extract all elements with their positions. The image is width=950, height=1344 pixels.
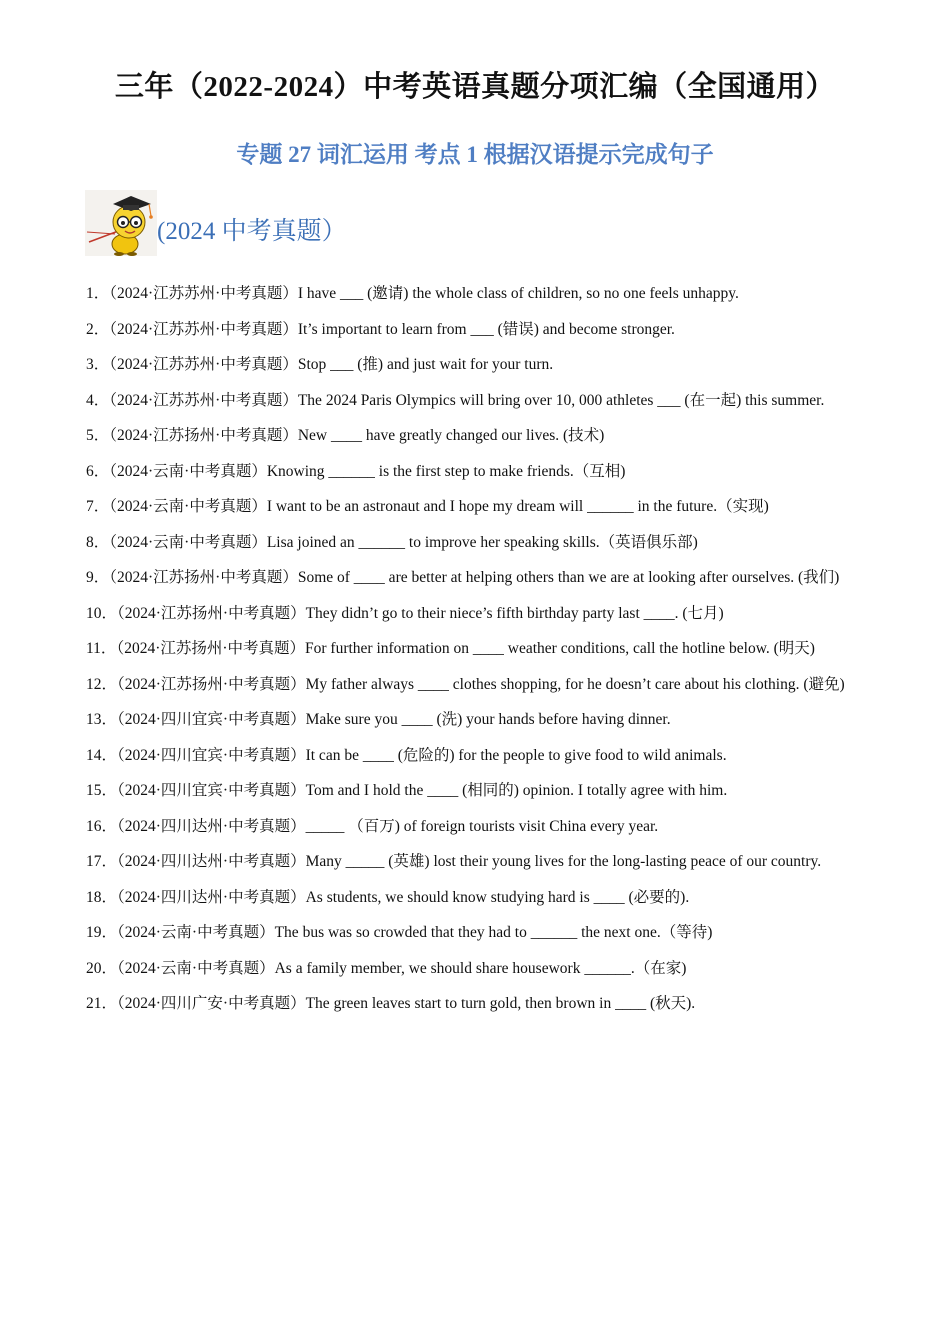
question-number: 20． bbox=[86, 959, 118, 977]
question-number: 5． bbox=[86, 427, 110, 444]
question-number: 17． bbox=[86, 853, 118, 870]
question-source: （2024·江苏苏州·中考真题） bbox=[109, 356, 298, 373]
question-text: It can be ____ (危险的) for the people to give food to wild animals. bbox=[305, 746, 727, 764]
question-number: 11． bbox=[86, 640, 117, 657]
question-text: I have ___ (邀请) the whole class of children, so no one feels unhappy. bbox=[297, 285, 739, 302]
question-text: They didn’t go to their niece’s fifth birthday party last ____. (七月) bbox=[305, 604, 724, 622]
question-source: （2024·四川达州·中考真题） bbox=[117, 853, 306, 870]
question-item bbox=[86, 880, 866, 916]
question-item bbox=[86, 631, 866, 667]
question-source: （2024·四川广安·中考真题） bbox=[117, 995, 306, 1012]
question-number: 2． bbox=[86, 320, 110, 338]
question-source: （2024·四川达州·中考真题） bbox=[117, 817, 306, 835]
question-text: Many _____ (英雄) lost their young lives for the long-lasting peace of our country. bbox=[305, 853, 822, 870]
section-label: (2024 中考真题） bbox=[157, 218, 347, 245]
question-number: 6． bbox=[86, 462, 110, 480]
question-item bbox=[86, 951, 866, 987]
question-number: 7． bbox=[86, 498, 110, 515]
question-item bbox=[86, 702, 866, 738]
question-item bbox=[86, 525, 866, 561]
question-source: （2024·云南·中考真题） bbox=[109, 533, 267, 551]
question-item bbox=[86, 773, 866, 809]
question-number: 13． bbox=[86, 711, 118, 728]
question-item bbox=[86, 915, 866, 951]
question-source: （2024·江苏扬州·中考真题） bbox=[117, 604, 306, 622]
question-text: My father always ____ clothes shopping, for he doesn’t care about his clothing. (避免) bbox=[305, 675, 845, 693]
question-text: For further information on ____ weather conditions, call the hotline below. (明天) bbox=[305, 640, 815, 657]
question-item bbox=[86, 809, 866, 845]
question-number: 19． bbox=[86, 924, 118, 941]
question-text: Make sure you ____ (洗) your hands before having dinner. bbox=[305, 711, 671, 728]
question-item bbox=[86, 347, 866, 383]
question-text: As a family member, we should share housework ______.（在家) bbox=[274, 959, 687, 977]
question-text: I want to be an astronaut and I hope my dream will ______ in the future.（实现) bbox=[266, 498, 769, 515]
question-item bbox=[86, 596, 866, 632]
question-source: （2024·江苏苏州·中考真题） bbox=[109, 320, 298, 338]
document-subtitle: 专题 27 词汇运用 考点 1 根据汉语提示完成句子 bbox=[236, 142, 714, 167]
question-item bbox=[86, 383, 866, 419]
question-source: （2024·云南·中考真题） bbox=[109, 462, 267, 480]
question-number: 1． bbox=[86, 285, 110, 302]
question-source: （2024·四川宜宾·中考真题） bbox=[117, 782, 306, 799]
question-number: 8． bbox=[86, 533, 110, 551]
question-item bbox=[86, 560, 866, 596]
question-source: （2024·江苏扬州·中考真题） bbox=[109, 569, 298, 586]
question-number: 4． bbox=[86, 391, 110, 409]
question-source: （2024·江苏扬州·中考真题） bbox=[116, 640, 306, 657]
mascot-scholar-icon bbox=[85, 190, 157, 256]
question-item bbox=[86, 667, 866, 703]
question-source: （2024·江苏扬州·中考真题） bbox=[109, 427, 298, 444]
question-text: Stop ___ (推) and just wait for your turn. bbox=[297, 356, 554, 373]
question-text: The green leaves start to turn gold, then brown in ____ (秋天). bbox=[305, 995, 696, 1012]
question-number: 16． bbox=[86, 817, 118, 835]
question-number: 18． bbox=[86, 888, 118, 906]
question-text: As students, we should know studying hard is ____ (必要的). bbox=[305, 888, 690, 906]
question-number: 3． bbox=[86, 356, 110, 373]
question-source: （2024·江苏扬州·中考真题） bbox=[117, 675, 306, 693]
question-text: _____ （百万) of foreign tourists visit China every year. bbox=[305, 817, 659, 835]
question-text: New ____ have greatly changed our lives. (技术) bbox=[297, 427, 605, 444]
question-source: （2024·江苏苏州·中考真题） bbox=[109, 285, 298, 302]
question-item bbox=[86, 276, 866, 312]
question-text: Lisa joined an ______ to improve her speaking skills.（英语俱乐部) bbox=[266, 533, 698, 551]
question-number: 12． bbox=[86, 675, 118, 693]
question-source: （2024·江苏苏州·中考真题） bbox=[109, 391, 298, 409]
question-item bbox=[86, 418, 866, 454]
question-source: （2024·云南·中考真题） bbox=[117, 924, 275, 941]
document-title: 三年（2022-2024）中考英语真题分项汇编（全国通用） bbox=[114, 71, 836, 103]
question-source: （2024·云南·中考真题） bbox=[109, 498, 267, 515]
question-source: （2024·云南·中考真题） bbox=[117, 959, 275, 977]
question-text: The 2024 Paris Olympics will bring over 10, 000 athletes ___ (在一起) this summer. bbox=[297, 391, 825, 409]
question-item bbox=[86, 844, 866, 880]
question-number: 10． bbox=[86, 604, 118, 622]
question-text: Some of ____ are better at helping others than we are at looking after ourselves. (我们) bbox=[297, 569, 840, 586]
question-item bbox=[86, 986, 866, 1022]
question-text: Tom and I hold the ____ (相同的) opinion. I totally agree with him. bbox=[305, 782, 728, 799]
question-source: （2024·四川达州·中考真题） bbox=[117, 888, 306, 906]
question-text: Knowing ______ is the first step to make friends.（互相) bbox=[266, 462, 626, 480]
question-number: 21． bbox=[86, 995, 118, 1012]
question-text: It’s important to learn from ___ (错误) and become stronger. bbox=[297, 320, 675, 338]
question-number: 14． bbox=[86, 746, 118, 764]
section-header bbox=[85, 190, 347, 256]
question-item bbox=[86, 738, 866, 774]
question-number: 15． bbox=[86, 782, 118, 799]
question-source: （2024·四川宜宾·中考真题） bbox=[117, 746, 306, 764]
question-item bbox=[86, 312, 866, 348]
question-source: （2024·四川宜宾·中考真题） bbox=[117, 711, 306, 728]
question-item bbox=[86, 454, 866, 490]
question-text: The bus was so crowded that they had to ______ the next one.（等待) bbox=[274, 924, 713, 941]
question-number: 9． bbox=[86, 569, 110, 586]
question-item bbox=[86, 489, 866, 525]
question-list bbox=[86, 276, 866, 1022]
